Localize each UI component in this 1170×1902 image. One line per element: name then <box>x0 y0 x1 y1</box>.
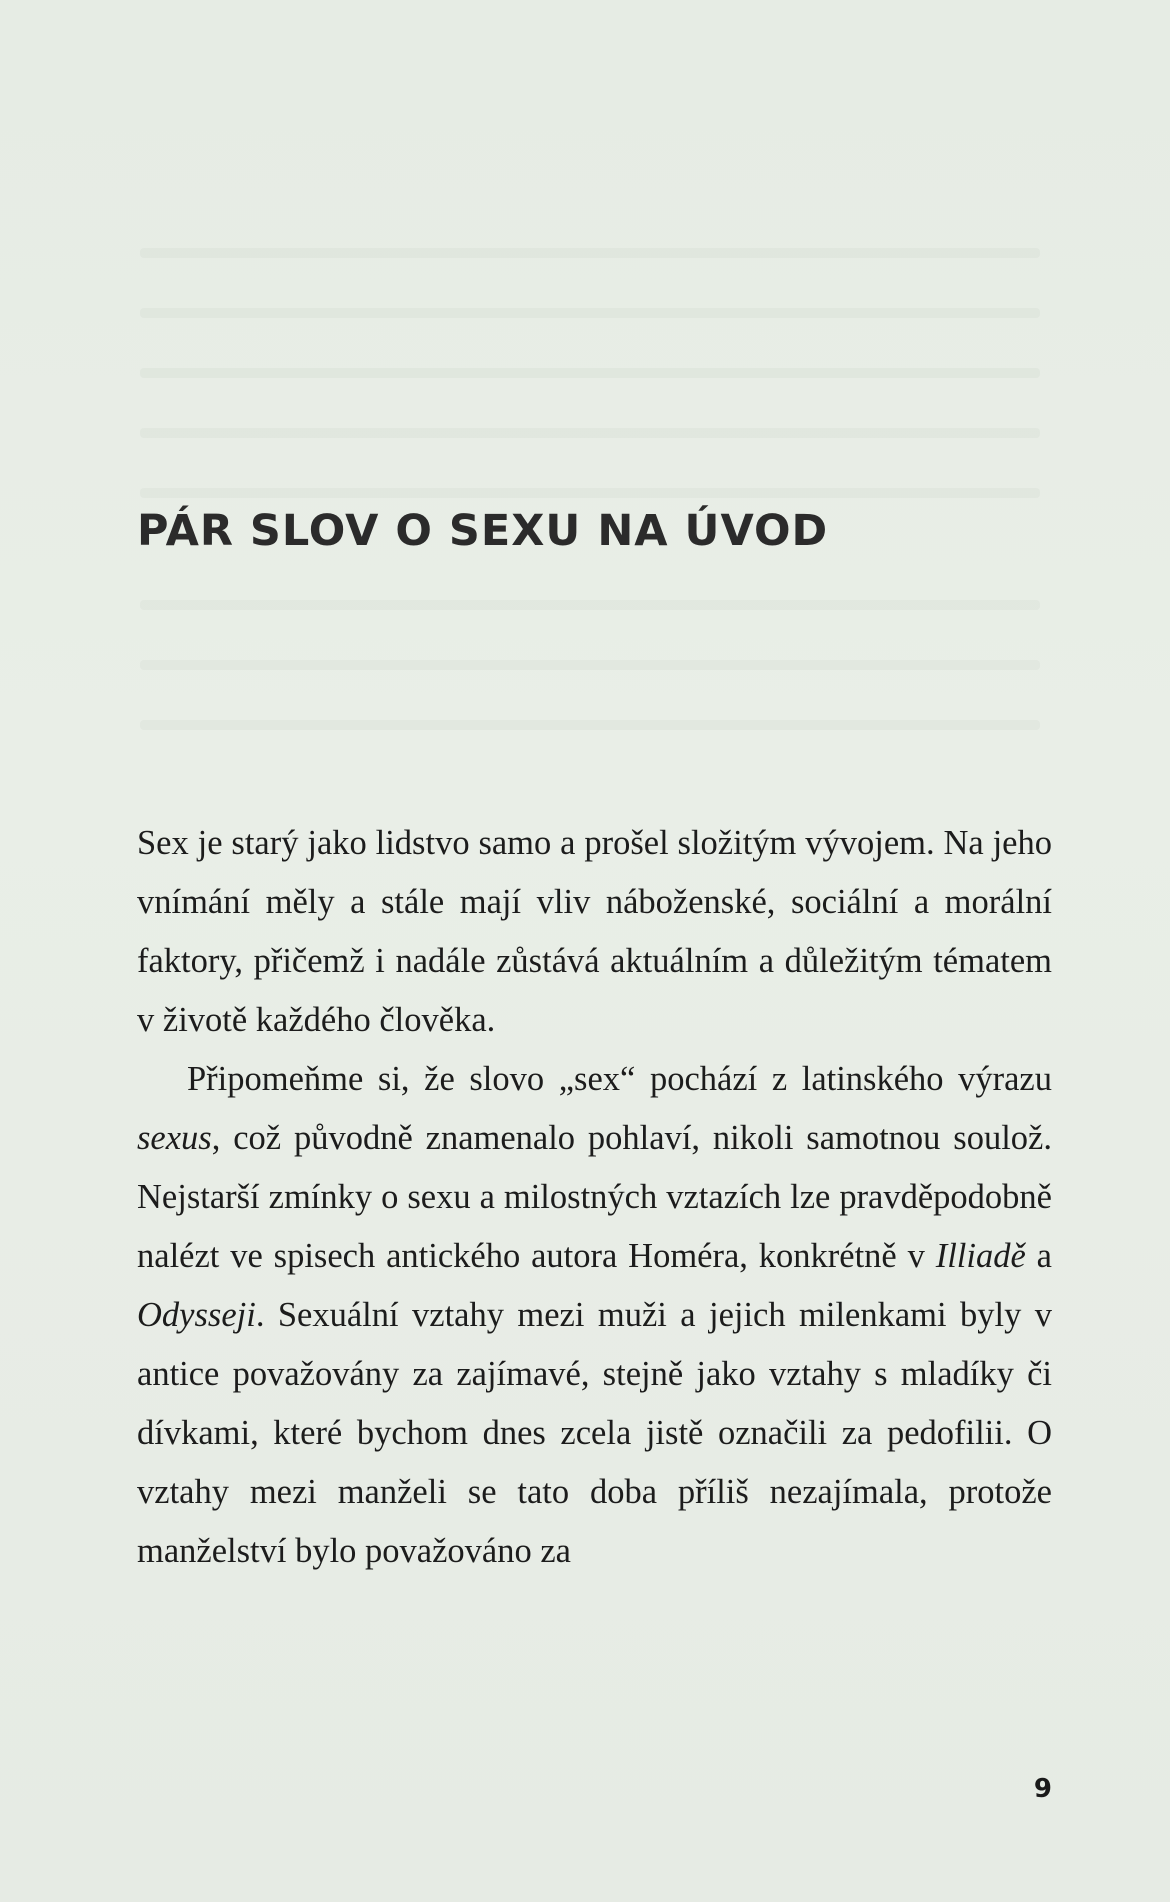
paragraph-intro: Sex je starý jako lidstvo samo a prošel složitým vývojem. Na jeho vnímání měly a stále mají vliv náboženské, sociální a morální faktory, přičemž i nadále zůstává aktuálním a důležitým tématem v životě každého člověka. <box>137 824 1052 1039</box>
bleed-through-line <box>140 720 1040 730</box>
italic-title-illiade: Illiadě <box>935 1237 1026 1275</box>
paragraph-text: a <box>1025 1237 1052 1275</box>
bleed-through-line <box>140 488 1040 498</box>
chapter-title: PÁR SLOV O SEXU NA ÚVOD <box>137 506 829 556</box>
bleed-through-line <box>140 308 1040 318</box>
paragraph-text: , což původně znamenalo pohlaví, nikoli samotnou soulož. Nejstarší zmínky o sexu a milostných vztazích lze pravděpodobně nalézt ve spisech antického autora Homéra, konkrétně v <box>137 1119 1052 1275</box>
paragraph-text: . Sexuální vztahy mezi muži a jejich milenkami byly v antice považovány za zajímavé, stejně jako vztahy s mladíky či dívkami, které bychom dnes zcela jistě označili za pedofilii. O vztahy mezi manželi se tato doba příliš nezajímala, protože manželství bylo považováno za <box>137 1296 1052 1570</box>
italic-term-sexus: sexus <box>137 1119 212 1157</box>
bleed-through-line <box>140 248 1040 258</box>
page-number: 9 <box>1033 1774 1052 1804</box>
bleed-through-line <box>140 600 1040 610</box>
body-text <box>137 814 1052 1581</box>
paragraph-text: Připomeňme si, že slovo „sex“ pochází z latinského výrazu <box>187 1060 1052 1098</box>
paragraph-etymology <box>137 1050 1052 1581</box>
bleed-through-line <box>140 428 1040 438</box>
bleed-through-line <box>140 660 1040 670</box>
italic-title-odysseji: Odysseji <box>137 1296 256 1334</box>
bleed-through-line <box>140 368 1040 378</box>
